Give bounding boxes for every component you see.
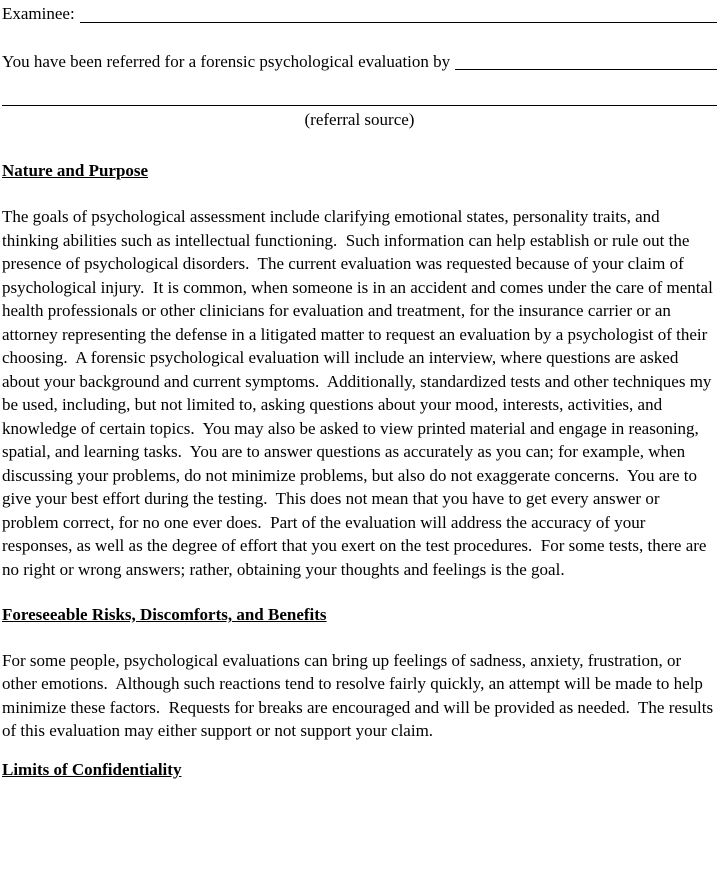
referral-sentence-row bbox=[2, 50, 717, 74]
examinee-blank-line bbox=[80, 2, 717, 23]
referral-source-caption: (referral source) bbox=[304, 110, 415, 129]
section-body-foreseeable-risks: For some people, psychological evaluations can bring up feelings of sadness, anxiety, frustration, or other emotions. Although such reactions tend to resolve fairly quickly, an attempt will be made to help minimize these factors. Requests for breaks are encouraged and will be provided as needed. The results of this evaluation may either support or not support your claim. bbox=[2, 650, 718, 740]
examinee-label: Examinee: bbox=[2, 4, 75, 23]
section-heading-limits-of-confidentiality: Limits of Confidentiality bbox=[2, 759, 182, 779]
section-heading-nature-and-purpose: Nature and Purpose bbox=[2, 160, 149, 180]
section-body-nature-and-purpose: The goals of psychological assessment include clarifying emotional states, personality traits, and thinking abilities such as intellectual functioning. Such information can help establish or rule out the presence of psychological disorders. The current evaluation was requested because of your claim of psychological injury. It is common, when someone is in an accident and comes under the care of mental health professionals or other clinicians for evaluation and treatment, for the insurance carrier or an attorney representing the defense in a litigated matter to request an evaluation by a psychologist of their choosing. A forensic psychological evaluation will include an interview, where questions are asked about your background and current symptoms. Additionally, standardized tests and other techniques my be used, including, but not limited to, asking questions about your mood, interests, activities, and knowledge of certain topics. You may also be asked to view printed material and engage in reasoning, spatial, and learning tasks. You are to answer questions as accurately as you can; for example, when discussing your problems, do not minimize problems, but also do not exaggerate concerns. You are to give your best effort during the testing. This does not mean that you have to get every answer or problem correct, for no one ever does. Part of the evaluation will address the accuracy of your responses, as well as the degree of effort that you exert on the test procedures. For some tests, there are no right or wrong answers; rather, obtaining your thoughts and feelings is the goal. bbox=[2, 207, 718, 579]
section-heading-foreseeable-risks: Foreseeable Risks, Discomforts, and Benefits bbox=[2, 605, 327, 624]
referral-source-blank-start bbox=[455, 50, 717, 71]
referral-sentence: You have been referred for a forensic psychological evaluation by bbox=[2, 51, 451, 71]
referral-source-blank-line bbox=[2, 105, 717, 106]
examinee-row bbox=[2, 2, 717, 26]
